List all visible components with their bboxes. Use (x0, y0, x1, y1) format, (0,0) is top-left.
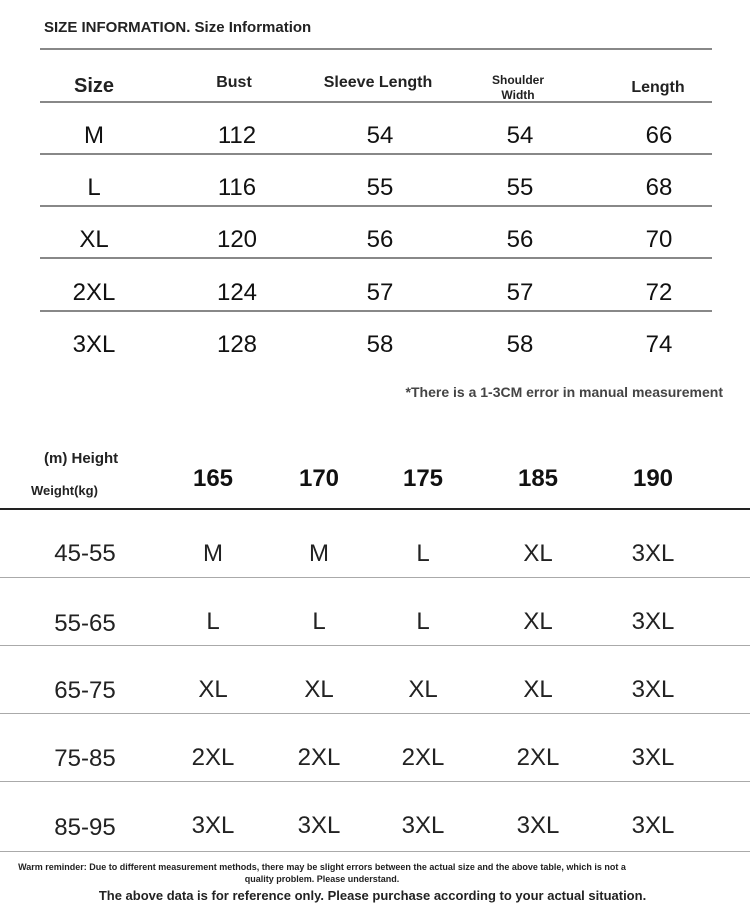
warm-reminder: Warm reminder: Due to different measurement methods, there may be slight errors between the actual size and the above table, which is not a quality problem. Please understand. (18, 862, 626, 884)
row-divider (40, 257, 712, 259)
fit-size-cell: XL (523, 608, 553, 635)
size-cell: M (84, 122, 104, 149)
height-axis-label: (m) Height (44, 450, 119, 467)
length-cell: 72 (645, 279, 673, 306)
fit-size-cell: M (203, 540, 223, 567)
header-length: Length (631, 79, 685, 96)
fit-size-cell: 3XL (191, 812, 235, 839)
header-bust: Bust (216, 74, 252, 91)
row-divider (40, 205, 712, 207)
height-190: 190 (632, 465, 674, 492)
shoulder-width-cell: 58 (506, 331, 534, 358)
sleeve-length-cell: 56 (366, 226, 394, 253)
row-divider (40, 153, 712, 155)
sleeve-length-cell: 55 (366, 174, 394, 201)
height-185: 185 (517, 465, 559, 492)
bust-cell: 124 (216, 279, 258, 306)
header-size: Size (73, 75, 115, 97)
size-cell: 3XL (72, 331, 116, 358)
fit-size-cell: 2XL (516, 744, 560, 771)
fit-size-cell: 3XL (297, 812, 341, 839)
sleeve-length-cell: 57 (366, 279, 394, 306)
row-divider (40, 310, 712, 312)
size-table-header-divider (40, 101, 712, 103)
page-title: SIZE INFORMATION. Size Information (44, 19, 312, 36)
length-cell: 66 (645, 122, 673, 149)
bust-cell: 128 (216, 331, 258, 358)
row-divider (0, 781, 750, 782)
fit-table-header-divider (0, 508, 750, 510)
row-divider (0, 577, 750, 578)
fit-size-cell: XL (198, 676, 228, 703)
fit-size-cell: L (312, 608, 326, 635)
shoulder-width-cell: 56 (506, 226, 534, 253)
size-cell: 2XL (72, 279, 116, 306)
fit-size-cell: 3XL (631, 812, 675, 839)
height-165: 165 (192, 465, 234, 492)
sleeve-length-cell: 58 (366, 331, 394, 358)
fit-size-cell: 3XL (516, 812, 560, 839)
fit-size-cell: XL (304, 676, 334, 703)
bust-cell: 112 (217, 122, 257, 149)
height-175: 175 (402, 465, 444, 492)
measurement-error-note: *There is a 1-3CM error in manual measurement (405, 384, 723, 400)
header-sleeve-length: Sleeve Length (323, 74, 433, 91)
fit-size-cell: L (416, 540, 430, 567)
length-cell: 70 (645, 226, 673, 253)
fit-size-cell: L (416, 608, 430, 635)
weight-axis-label: Weight(kg) (31, 483, 98, 498)
length-cell: 68 (645, 174, 673, 201)
shoulder-width-cell: 57 (506, 279, 534, 306)
fit-size-cell: XL (408, 676, 438, 703)
shoulder-width-cell: 54 (506, 122, 534, 149)
fit-size-cell: 3XL (631, 676, 675, 703)
row-divider (0, 713, 750, 714)
fit-size-cell: L (206, 608, 220, 635)
row-divider (0, 851, 750, 852)
header-shoulder-width: Shoulder Width (491, 73, 544, 102)
fit-size-cell: XL (523, 676, 553, 703)
fit-size-cell: 3XL (401, 812, 445, 839)
weight-cell: 85-95 (54, 814, 116, 841)
fit-size-cell: 3XL (631, 744, 675, 771)
fit-size-cell: M (309, 540, 329, 567)
size-cell: L (87, 174, 101, 201)
length-cell: 74 (645, 331, 673, 358)
fit-size-cell: 3XL (631, 540, 675, 567)
title-divider (40, 48, 712, 50)
fit-size-cell: XL (523, 540, 553, 567)
reference-note: The above data is for reference only. Please purchase according to your actual situation. (98, 888, 647, 903)
fit-size-cell: 2XL (191, 744, 235, 771)
weight-cell: 55-65 (54, 610, 116, 637)
size-cell: XL (79, 226, 109, 253)
bust-cell: 116 (217, 174, 257, 201)
sleeve-length-cell: 54 (366, 122, 394, 149)
shoulder-width-cell: 55 (506, 174, 534, 201)
weight-cell: 65-75 (54, 677, 116, 704)
weight-cell: 75-85 (54, 745, 116, 772)
fit-size-cell: 3XL (631, 608, 675, 635)
fit-size-cell: 2XL (401, 744, 445, 771)
weight-cell: 45-55 (54, 540, 116, 567)
fit-size-cell: 2XL (297, 744, 341, 771)
bust-cell: 120 (216, 226, 258, 253)
row-divider (0, 645, 750, 646)
height-170: 170 (298, 465, 340, 492)
